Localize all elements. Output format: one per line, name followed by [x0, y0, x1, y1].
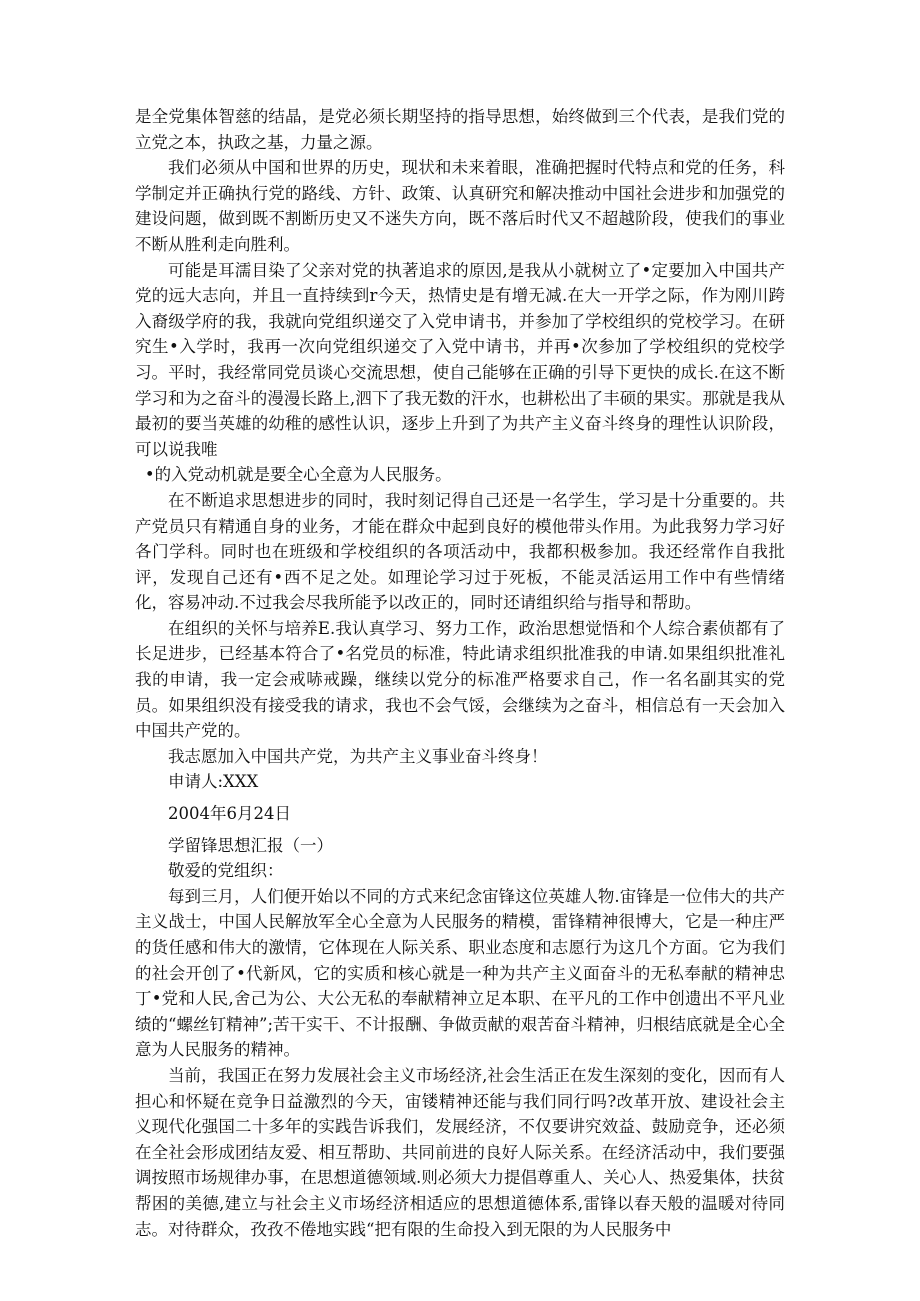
paragraph-8: 每到三月，人们便开始以不同的方式来纪念宙锋这位英雄人物.宙锋是一位伟大的共产主义战士，中国人民解放军全心全意为人民服务的精模，雷锋精神很博大，它是一种庄严的货任感和伟大的激情，它体现在人际关系、职业态度和志愿行为这几个方面。它为我们的社会开创了•代新风，它的实质和核心就是一种为共产主义面奋斗的无私奉献的精神忠丁•党和人民,舍己为公、大公无私的奉献精神立足本职、在平凡的工作中创遗出不平凡业绩的“螺丝钉精神”;苦干实干、不计报酬、争做贡献的艰苦奋斗精神，归根结底就是全心全意为人民服务的精神。 [135, 886, 785, 1060]
document-body [135, 104, 785, 1242]
applicant-line: 申请人:XXX [168, 772, 259, 792]
paragraph-9: 当前，我国正在努力发展社会主义市场经济,社会生活正在发生深刻的变化，因而有人担心和怀疑在竞争日益激烈的今天，宙镂精神还能与我们同行吗?改革开放、建设社会主义现代化强国二十多年的实践告诉我们，发展经济，不仅要讲究效益、鼓励竞争，还必须在全社会形成团结友爱、相互帮助、共同前进的良好人际关系。在经济活动中，我们要强调按照市场规律办事，在思想道德领域.则必须大力提倡尊重人、关心人、热爱集体，扶贫帮困的美德,建立与社会主义市场经济相适应的思想道德体系,雷锋以春天般的温暖对待同志。对待群众，孜孜不倦地实践“把有限的生命投入到无限的为人民服务中 [135, 1065, 785, 1239]
paragraph-6: 在组织的关怀与培养E.我认真学习、努力工作，政治思想觉悟和个人综合素侦都有了长足进步，已经基本符合了•名党员的标准，特此请求组织批准我的申请.如果组织批准礼我的申请，我一定会戒哧戒躁，继续以党分的标准严格要求自己，作一名名副其实的党员。如果组织没有接受我的请求，我也不会气馁，会继续为之奋斗，相信总有一天会加入中国共产党的。 [135, 618, 785, 741]
paragraph-2: 我们必须从中国和世界的历史，现状和未来着眼，准确把握时代特点和党的任务，科学制定并正确执行党的路线、方针、政策、认真研究和解决推动中国社会进步和加强党的建设问题，做到既不割断历史又不迷失方向，既不落后时代又不超越阶段，使我们的事业不断从胜利走向胜利。 [135, 158, 785, 254]
pledge-line: 我志愿加入中国共产党，为共产主义事业奋斗终身！ [168, 746, 548, 766]
paragraph-1: 是全党集体智慈的结晶，是党必须长期坚持的指导思想，始终做到三个代表，是我们党的立党之本，执政之基，力量之源。 [135, 107, 785, 152]
paragraph-4: •的入党动机就是要全心全意为人民服务。 [144, 465, 452, 485]
date-line: 2004年6月24日 [168, 804, 291, 824]
paragraph-5: 在不断追求思想进步的同时，我时刻记得自己还是一名学生，学习是十分重要的。共产党员只有精通自身的业务，才能在群众中起到良好的模他带头作用。为此我努力学习好各门学科。同时也在班级和学校组织的各项活动中，我都积极参加。我还经常作自我批评，发现自己还有•西不足之处。如理论学习过于死板，不能灵活运用工作中有些情绪化，容易冲动.不过我会尽我所能予以改正的，同时还请组织给与指导和帮助。 [135, 490, 785, 613]
paragraph-3: 可能是耳濡目染了父亲对党的执著追求的原因,是我从小就树立了•定要加入中国共产党的远大志向，并且一直持续到r今天，热情史是有增无减.在大一开学之际，作为刚川跨入裔级学府的我，我就向党组织递交了入党申请书，并参加了学校组织的党校学习。在研究生•入学时，我再一次向党组织递交了入党中请书，并再•次参加了学校组织的党校学习。平时，我经常同党员谈心交流思想，使自己能够在正确的引导下更快的成长.在这不断学习和为之奋斗的漫漫长路上,泗下了我无数的汗水，也耕松出了丰硕的果实。那就是我从最初的要当英雄的幼稚的感性认识，逐步上升到了为共产主义奋斗终身的理性认识阶段，可以说我唯 [135, 260, 785, 459]
salutation: 敬爱的党组织： [168, 861, 284, 881]
report-title: 学留锋思想汇报（一） [168, 835, 333, 855]
